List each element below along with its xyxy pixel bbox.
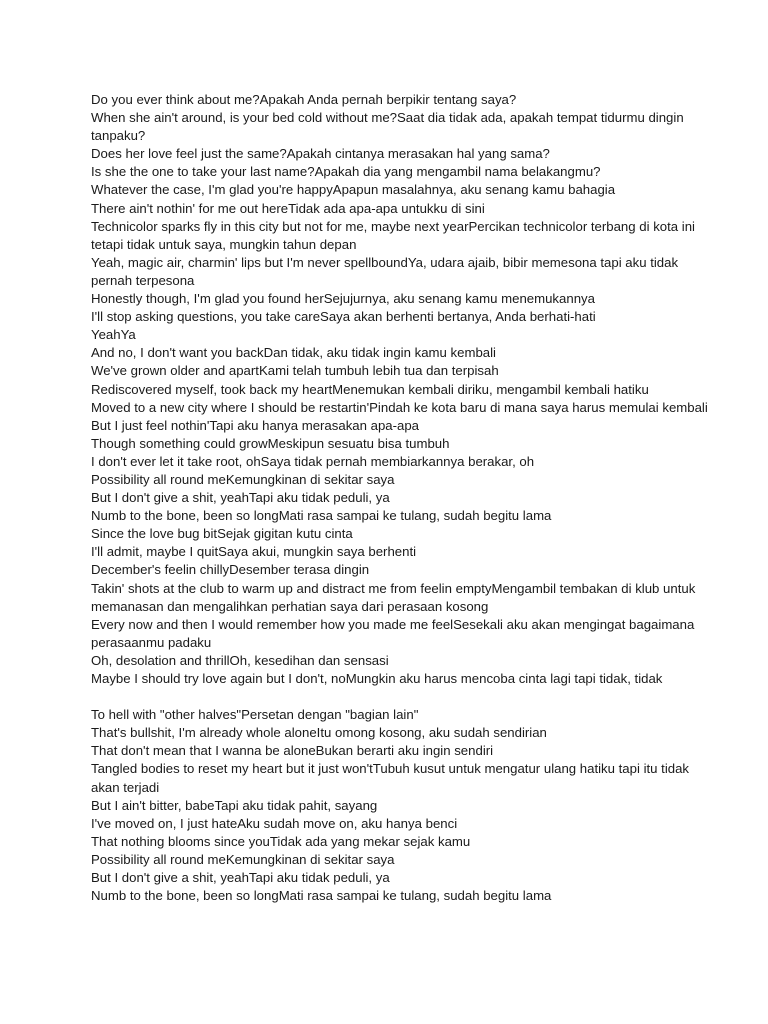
lyric-line: To hell with "other halves"Persetan dengan "bagian lain" [91, 707, 419, 723]
lyric-line: And no, I don't want you backDan tidak, aku tidak ingin kamu kembali [91, 345, 496, 361]
lyric-line: That's bullshit, I'm already whole aloneItu omong kosong, aku sudah sendirian [91, 725, 547, 741]
lyric-line: I'll stop asking questions, you take careSaya akan berhenti bertanya, Anda berhati-hati [91, 309, 596, 325]
lyric-line: Oh, desolation and thrillOh, kesedihan dan sensasi [91, 652, 389, 668]
lyric-line: There ain't nothin' for me out hereTidak ada apa-apa untukku di sini [91, 200, 485, 216]
lyric-line: Rediscovered myself, took back my heartMenemukan kembali diriku, mengambil kembali hatiku [91, 381, 649, 397]
lyric-line: I don't ever let it take root, ohSaya tidak pernah membiarkannya berakar, oh [91, 453, 535, 469]
lyric-line: That don't mean that I wanna be aloneBukan berarti aku ingin sendiri [91, 743, 494, 759]
lyric-line: Maybe I should try love again but I don't, noMungkin aku harus mencoba cinta lagi tapi tidak, tidak [91, 671, 663, 686]
lyric-line: Is she the one to take your last name?Apakah dia yang mengambil nama belakangmu? [91, 164, 601, 180]
lyric-line: But I just feel nothin'Tapi aku hanya merasakan apa-apa [91, 417, 420, 433]
lyric-line: That nothing blooms since youTidak ada yang mekar sejak kamu [91, 833, 471, 849]
lyric-line: Moved to a new city where I should be restartin'Pindah ke kota baru di mana saya harus memulai kembali [91, 399, 708, 415]
lyric-line: Honestly though, I'm glad you found herSejujurnya, aku senang kamu menemukannya [91, 291, 595, 307]
lyric-line: Numb to the bone, been so longMati rasa sampai ke tulang, sudah begitu lama [91, 508, 552, 524]
lyric-line: YeahYa [91, 327, 136, 343]
lyric-line: Yeah, magic air, charmin' lips but I'm never spellboundYa, udara ajaib, bibir memesona tapi aku tidak pernah terpesona [91, 254, 679, 288]
lyric-line: Whatever the case, I'm glad you're happyApapun masalahnya, aku senang kamu bahagia [91, 182, 616, 198]
lyric-line: When she ain't around, is your bed cold without me?Saat dia tidak ada, apakah tempat tidurmu dingin tanpaku? [91, 110, 684, 144]
lyric-line: Though something could growMeskipun sesuatu bisa tumbuh [91, 435, 450, 451]
lyric-line: Takin' shots at the club to warm up and distract me from feelin emptyMengambil tembakan di klub untuk memanasan dan mengalihkan perhatian saya dari perasaan kosong [91, 580, 696, 614]
lyric-line: Tangled bodies to reset my heart but it just won'tTubuh kusut untuk mengatur ulang hatiku tapi itu tidak akan terjadi [91, 761, 690, 795]
lyric-line: But I don't give a shit, yeahTapi aku tidak peduli, ya [91, 490, 390, 506]
lyric-line: We've grown older and apartKami telah tumbuh lebih tua dan terpisah [91, 363, 499, 379]
lyric-line: December's feelin chillyDesember terasa dingin [91, 562, 370, 578]
lyric-line: Does her love feel just the same?Apakah cintanya merasakan hal yang sama? [91, 146, 550, 162]
blank-line [91, 688, 711, 706]
lyric-line: I've moved on, I just hateAku sudah move on, aku hanya benci [91, 815, 458, 831]
lyric-line: Do you ever think about me?Apakah Anda pernah berpikir tentang saya? [91, 92, 517, 107]
lyrics-text-body [91, 91, 711, 905]
lyric-line: Every now and then I would remember how you made me feelSesekali aku akan mengingat bagaimana perasaanmu padaku [91, 616, 695, 650]
lyric-line: Possibility all round meKemungkinan di sekitar saya [91, 471, 395, 487]
lyric-line: Numb to the bone, been so longMati rasa sampai ke tulang, sudah begitu lama [91, 888, 552, 904]
lyric-line: But I ain't bitter, babeTapi aku tidak pahit, sayang [91, 797, 378, 813]
lyric-line: Possibility all round meKemungkinan di sekitar saya [91, 851, 395, 867]
lyric-line: I'll admit, maybe I quitSaya akui, mungkin saya berhenti [91, 544, 417, 560]
lyric-line: Since the love bug bitSejak gigitan kutu cinta [91, 526, 353, 542]
lyric-line: But I don't give a shit, yeahTapi aku tidak peduli, ya [91, 870, 390, 886]
lyric-line: Technicolor sparks fly in this city but not for me, maybe next yearPercikan technicolor terbang di kota ini tetapi tidak untuk saya, mungkin tahun depan [91, 218, 695, 252]
